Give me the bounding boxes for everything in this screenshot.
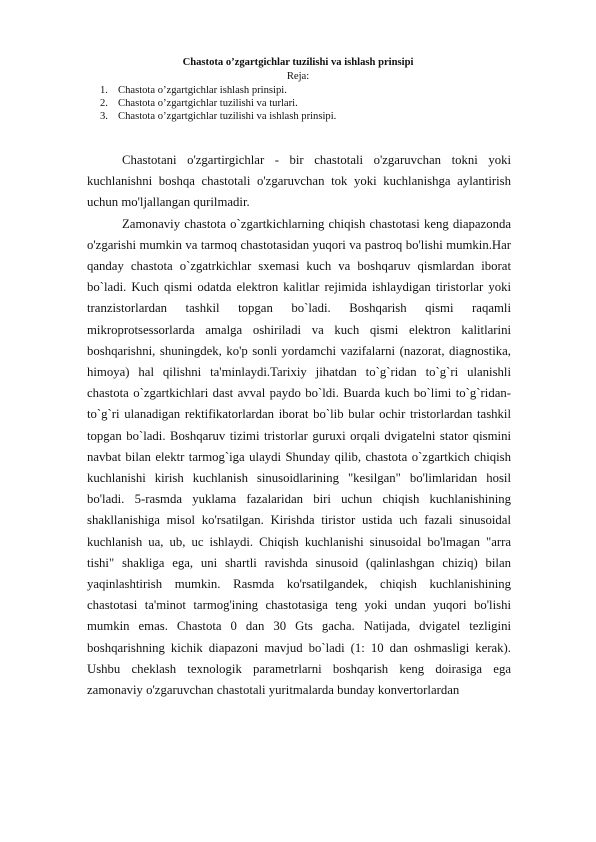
plan-item-text: Chastota o’zgartgichlar tuzilishi va ishlash prinsipi.: [118, 111, 337, 122]
plan-item-number: 1.: [100, 85, 108, 96]
plan-item-number: 2.: [100, 98, 108, 109]
plan-item: [86, 110, 336, 123]
paragraph-main: Zamonaviy chastota o`zgartkichlarning chiqish chastotasi keng diapazonda o'zgarishi mumkin va tarmoq chastotasidan yuqori va pastroq bo'lishi mumkin.Har qanday chastota o`zgatrkichlar sxemasi kuch va boshqaruv qismlardan iborat bo`ladi. Kuch qismi odatda elektron kalitlar rejimida ishlaydigan tiristorlar yoki tranzistorlardan tashkil topgan bo`ladi. Boshqarish qismi raqamli mikroprotsessorlarda amalga oshiriladi va kuch qismi elektron kalitlarini boshqarishni, shuningdek, ko'p sonli yordamchi vazifalarni (nazorat, diagnostika, himoya) hal qilishni ta'minlaydi.Tarixiy jihatdan to`g`ridan to`g`ri ulanishli chastota o`zgartkichlari dast avval paydo bo`ldi. Buarda kuch bo`limi to`g`ridan-to`g`ri ulanadigan rektifikatorlardan iborat bo`lib bular ochir tristorlardan tashkil topgan bo`ladi. Boshqaruv tizimi tristorlar guruxi orqali dvigatelni stator qismini navbat bilan elektr tarmog`iga ulaydi Shunday qilib, chastota o`zgartkich chiqish kuchlanishi kirish kuchlanish sinusoidlarining "kesilgan" bo'limlaridan hosil bo'ladi. 5-rasmda yuklama fazalaridan biri uchun chiqish kuchlanishining shakllanishiga misol ko'rsatilgan. Kirishda tiristor ustida uch fazali sinusoidal kuchlanish ua, ub, uc ishlaydi. Chiqish kuchlanishi sinusoidal bo'lmagan "arra tishi" shakliga ega, uni shartli ravishda sinusoid (qalinlashgan chiziq) bilan yaqinlashtirish mumkin. Rasmda ko'rsatilgandek, chiqish kuchlanishining chastotasi ta'minot tarmog'ining chastotasiga teng yoki undan yuqori bo'lishi mumkin emas. Chastota 0 dan 30 Gts gacha. Natijada, dvigatel tezligini boshqarishning kichik diapazoni mavjud bo`ladi (1: 10 dan oshmasligi kerak). Ushbu cheklash texnologik parametrlarni boshqarish keng doirasiga ega zamonaviy o'zgaruvchan chastotali yuritmalarda bunday konvertorlardan: [87, 216, 511, 698]
plan-list: [86, 84, 336, 123]
plan-item: [86, 84, 336, 97]
document-title: Chastota o’zgartgichlar tuzilishi va ishlash prinsipi: [182, 57, 414, 68]
plan-heading: Reja:: [286, 71, 310, 82]
paragraph-definition: Chastotani o'zgartirgichlar - bir chastotali o'zgaruvchan tokni yoki kuchlanishni boshqa chastotali o'zgaruvchan tok yoki kuchlanishga aylantirish uchun mo'ljallangan qurilmadir.: [87, 153, 511, 210]
plan-item: [86, 97, 336, 110]
plan-item-text: Chastota o’zgartgichlar tuzilishi va turlari.: [118, 98, 298, 109]
plan-item-number: 3.: [100, 111, 108, 122]
plan-item-text: Chastota o’zgartgichlar ishlash prinsipi.: [118, 85, 287, 96]
document-body: [87, 150, 511, 701]
